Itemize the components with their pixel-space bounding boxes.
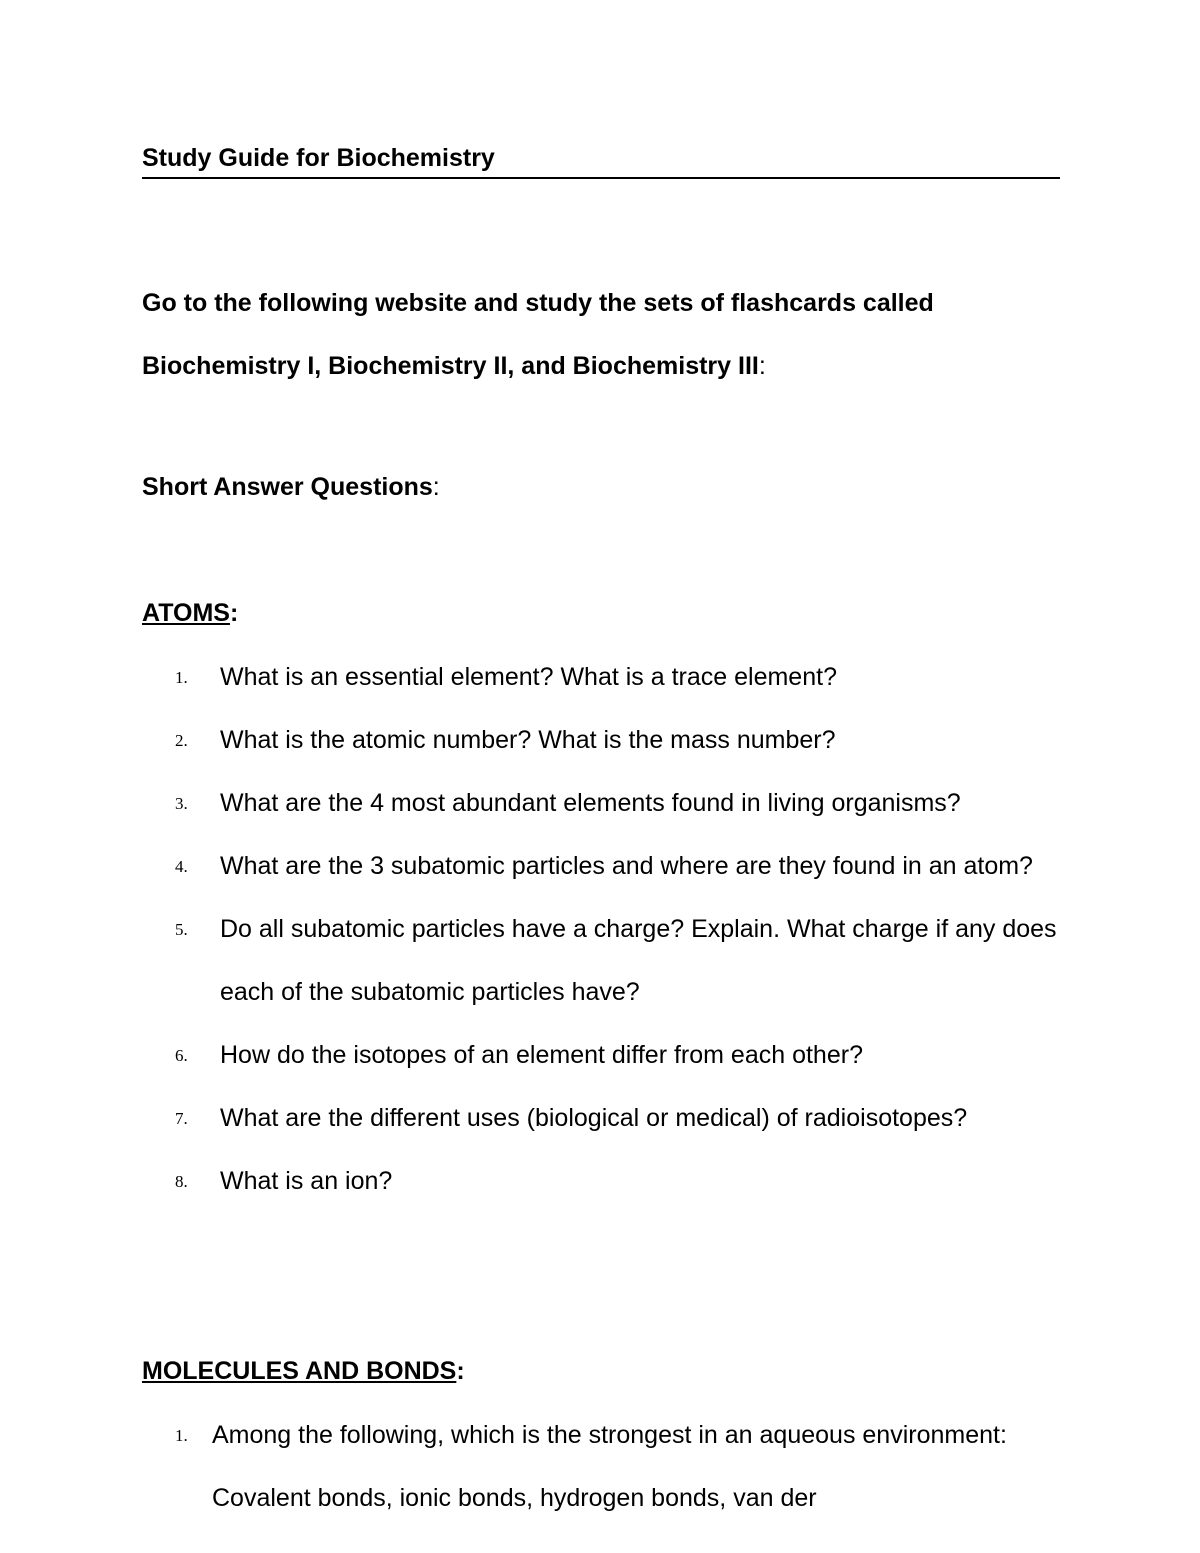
intro-line-2	[142, 335, 934, 398]
question-text: What is the atomic number? What is the mass number?	[220, 726, 836, 754]
document-title: Study Guide for Biochemistry	[142, 144, 495, 172]
atoms-heading	[142, 598, 238, 628]
atoms-question	[142, 1024, 1090, 1087]
molecules-bonds-heading	[142, 1356, 465, 1386]
atoms-heading-label: ATOMS	[142, 599, 230, 627]
atoms-question	[142, 835, 1090, 898]
question-number: 2.	[175, 731, 188, 750]
title-underline-row	[142, 143, 1060, 179]
question-text: What is an ion?	[220, 1167, 393, 1195]
molecules-bonds-question-list	[142, 1404, 1072, 1530]
short-answer-label: Short Answer Questions	[142, 473, 433, 501]
question-text: What are the 4 most abundant elements found in living organisms?	[220, 789, 961, 817]
question-text: What are the different uses (biological or medical) of radioisotopes?	[220, 1104, 968, 1132]
intro-paragraph	[142, 272, 934, 398]
question-number: 4.	[175, 857, 188, 876]
question-number: 7.	[175, 1109, 188, 1128]
atoms-heading-colon: :	[229, 599, 239, 627]
question-number: 5.	[175, 920, 188, 939]
question-number: 8.	[175, 1172, 188, 1191]
atoms-question	[142, 1087, 1090, 1150]
intro-line-2-text: Biochemistry I, Biochemistry II, and Biochemistry III	[142, 352, 759, 380]
atoms-question	[142, 772, 1090, 835]
intro-line-1: Go to the following website and study the sets of flashcards called	[142, 289, 934, 317]
short-answer-heading	[142, 472, 440, 502]
atoms-question	[142, 898, 1090, 1024]
question-text: How do the isotopes of an element differ from each other?	[220, 1041, 863, 1069]
molecules-bonds-question	[142, 1404, 1072, 1530]
atoms-question	[142, 709, 1090, 772]
question-number: 3.	[175, 794, 188, 813]
question-text: What is an essential element? What is a trace element?	[220, 663, 837, 691]
molecules-bonds-heading-label: MOLECULES AND BONDS	[142, 1357, 457, 1385]
atoms-question-list	[142, 646, 1090, 1213]
atoms-question	[142, 646, 1090, 709]
question-text: Do all subatomic particles have a charge? Explain. What charge if any does each of the subatomic particles have?	[220, 915, 1057, 1006]
question-number: 1.	[175, 1426, 188, 1445]
question-text: What are the 3 subatomic particles and where are they found in an atom?	[220, 852, 1033, 880]
question-number: 6.	[175, 1046, 188, 1065]
intro-line-2-colon: :	[758, 352, 766, 380]
question-text: Among the following, which is the strongest in an aqueous environment: Covalent bonds, ionic bonds, hydrogen bonds, van der	[212, 1421, 1007, 1512]
question-number: 1.	[175, 668, 188, 687]
short-answer-colon: :	[432, 473, 440, 501]
atoms-question	[142, 1150, 1090, 1213]
molecules-bonds-heading-colon: :	[456, 1357, 465, 1385]
